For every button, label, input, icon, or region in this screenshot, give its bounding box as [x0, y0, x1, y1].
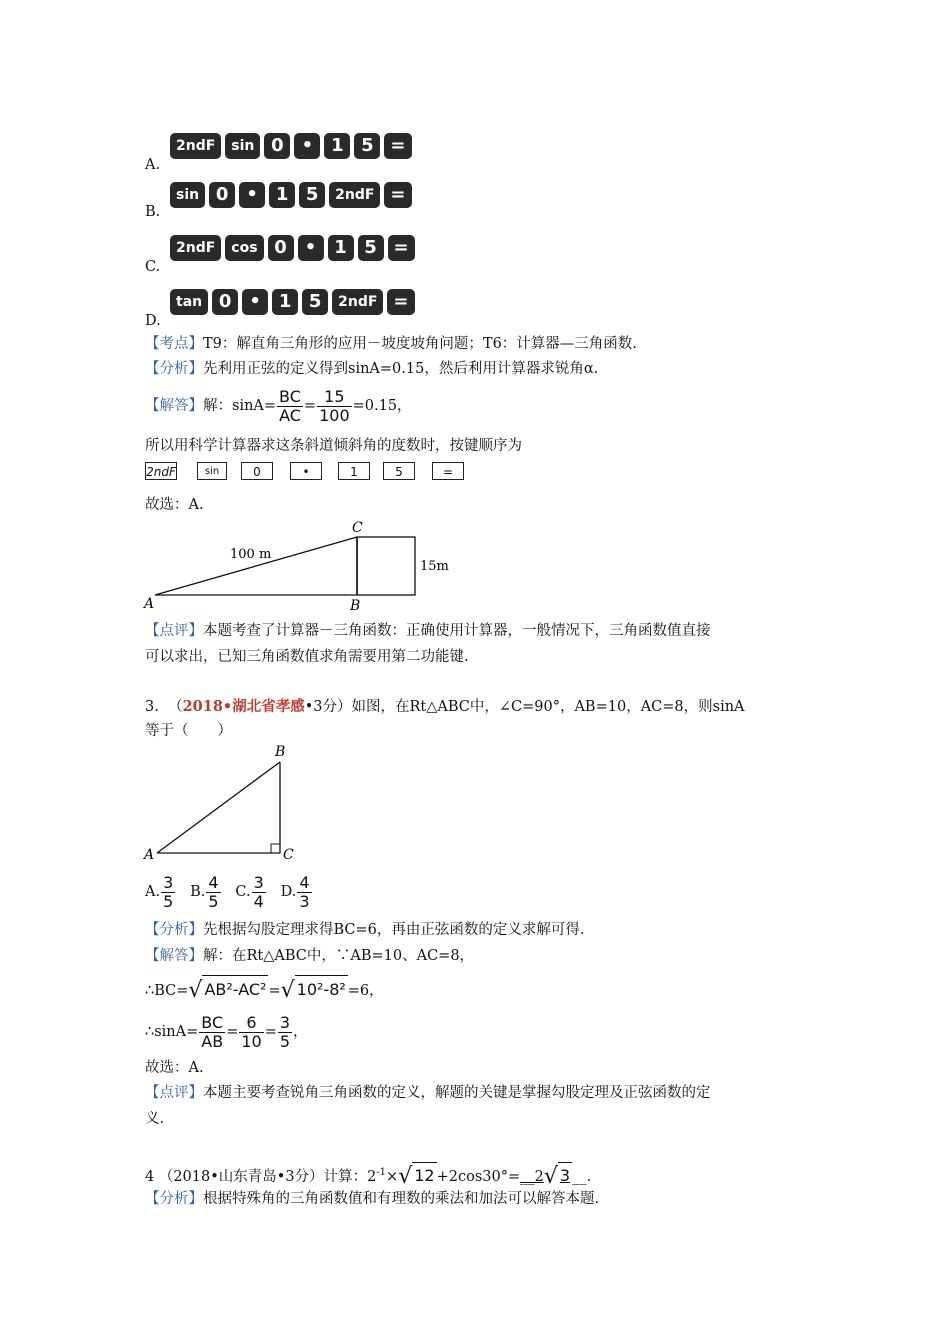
okey-sin: sin	[197, 462, 227, 480]
key-5: 5	[299, 182, 325, 208]
frac-num: BC	[279, 386, 301, 406]
label-a: A	[144, 847, 155, 863]
q3-options	[145, 870, 313, 914]
q3-answer: 故选：A.	[145, 1060, 204, 1076]
src-close: •3分）	[304, 699, 352, 715]
hypotenuse-line	[155, 537, 357, 595]
fenxi-text: 先根据勾股定理求得BC=6，再由正弦函数的定义求解可得.	[203, 922, 585, 938]
key-1: 1	[324, 133, 350, 159]
kaodian-tag: 【考点】	[145, 336, 203, 352]
q3-bc-line	[145, 975, 384, 1005]
jieda-tag: 【解答】	[145, 948, 203, 964]
frac-num: 6	[239, 1014, 263, 1033]
key-5: 5	[354, 133, 380, 159]
key-0: 0	[264, 133, 290, 159]
label-b: B	[275, 744, 286, 760]
key-equals: =	[387, 289, 414, 315]
okey-dot: •	[290, 462, 322, 480]
q4-stem	[145, 1160, 591, 1190]
dianping-text-1: 本题主要考查锐角三角函数的定义，解题的关键是掌握勾股定理及正弦函数的定	[203, 1085, 711, 1101]
key-0: 0	[212, 289, 238, 315]
fenxi-line	[145, 358, 598, 380]
key-2ndf: 2ndF	[170, 235, 221, 261]
slope-figure	[140, 515, 460, 615]
q4-blank-post: __.	[572, 1168, 592, 1185]
key-cos: cos	[225, 235, 263, 261]
q3-place: 湖北省孝感	[232, 698, 305, 715]
frac-den: 4	[253, 891, 264, 911]
q3-stem-line-2: 等于（ ）	[145, 723, 232, 739]
frac-den: 100	[319, 405, 350, 425]
opt-c-fraction	[252, 874, 266, 911]
key-dot: •	[242, 289, 268, 315]
okey-2ndf: 2ndF	[145, 462, 177, 480]
key-equals: =	[388, 235, 415, 261]
dianping-line-1	[145, 620, 711, 642]
key-2ndf: 2ndF	[170, 133, 221, 159]
q3-fenxi-line	[145, 919, 585, 941]
radicand-1: AB²-AC²	[202, 975, 268, 1004]
dianping-tag: 【点评】	[145, 623, 203, 639]
key-5: 5	[302, 289, 328, 315]
radical-icon: √	[188, 978, 203, 1003]
key-1: 1	[269, 182, 295, 208]
side-ab	[157, 762, 280, 853]
key-1: 1	[328, 235, 354, 261]
key-5: 5	[358, 235, 384, 261]
comma: ，	[293, 1024, 308, 1040]
key-sin: sin	[225, 133, 260, 159]
equals-sign: =	[303, 398, 317, 414]
q3-number: 3.	[145, 699, 159, 715]
radical-icon: √	[543, 1163, 558, 1189]
fraction-15-100	[317, 388, 352, 425]
label-c: C	[352, 520, 363, 536]
key-0: 0	[209, 182, 235, 208]
frac-num: BC	[199, 1014, 225, 1033]
dianping-tag: 【点评】	[145, 1085, 203, 1101]
jieda-line	[145, 384, 412, 428]
opt-c-label: C.	[235, 884, 251, 900]
key-1: 1	[272, 289, 298, 315]
option-b-keys	[170, 182, 412, 208]
frac-num: 3	[253, 872, 264, 892]
frac-den: 5	[163, 891, 174, 911]
key-tan: tan	[170, 289, 208, 315]
option-c-label: C.	[145, 259, 161, 275]
opt-d-label: D.	[280, 884, 297, 900]
jieda-text: 解：在Rt△ABC中，∵AB=10、AC=8，	[203, 948, 475, 964]
q3-stem-text: 如图，在Rt△ABC中，∠C=90°，AB=10，AC=8，则sinA	[351, 699, 745, 715]
okey-equals: =	[432, 462, 464, 480]
q4-blank-radicand: 3	[558, 1162, 572, 1189]
dianping-text-1: 本题考查了计算器－三角函数：正确使用计算器，一般情况下，三角函数值直接	[203, 623, 711, 639]
fraction-3-5	[278, 1014, 292, 1051]
jieda-tag: 【解答】	[145, 398, 203, 414]
frac-den: 5	[279, 1031, 291, 1051]
q4-radicand: 12	[412, 1162, 436, 1189]
q3-dot: •	[222, 698, 233, 715]
option-d-keys	[170, 289, 415, 315]
q2-answer: 故选：A.	[145, 497, 204, 513]
option-b-label: B.	[145, 204, 161, 220]
opt-d-fraction	[297, 874, 311, 911]
fraction-6-10	[239, 1014, 263, 1051]
frac-den: 3	[299, 891, 310, 911]
key-equals: =	[384, 182, 411, 208]
label-b: B	[350, 598, 361, 614]
right-triangle-figure	[140, 740, 310, 865]
key-2ndf: 2ndF	[332, 289, 383, 315]
label-hypotenuse: 100 m	[230, 547, 272, 562]
right-angle-mark	[271, 844, 280, 853]
label-a: A	[144, 596, 155, 612]
fraction-bc-ac	[277, 388, 303, 425]
square-shape	[357, 537, 415, 595]
q4-fenxi-line	[145, 1188, 599, 1210]
key-sin: sin	[170, 182, 205, 208]
q4-blank-pre: __2	[520, 1168, 544, 1185]
q4-exponent: -1	[376, 1167, 387, 1178]
option-d-label: D.	[145, 313, 161, 329]
keyorder-line: 所以用科学计算器求这条斜道倾斜角的度数时，按键顺序为	[145, 438, 522, 454]
key-dot: •	[298, 235, 324, 261]
radical-icon: √	[280, 978, 295, 1003]
opt-a-fraction	[161, 874, 175, 911]
key-0: 0	[268, 235, 294, 261]
q3-year: 2018	[182, 698, 223, 715]
frac-den: 10	[241, 1031, 262, 1051]
okey-5: 5	[383, 462, 415, 480]
radicand-2: 10²-8²	[295, 975, 348, 1004]
q4-prefix: 4 （2018•山东青岛•3分）计算：2	[145, 1168, 377, 1185]
frac-den: 5	[208, 891, 219, 911]
q4-mid: +2cos30°=	[436, 1168, 521, 1185]
fenxi-tag: 【分析】	[145, 922, 203, 938]
frac-den: AB	[201, 1031, 224, 1051]
okey-0: 0	[241, 462, 273, 480]
jieda-suffix: =0.15，	[352, 398, 412, 414]
sin-prefix: ∴sinA=	[145, 1024, 199, 1040]
option-a-label: A.	[145, 157, 161, 173]
q3-dianping-line-1	[145, 1082, 711, 1104]
opt-a-label: A.	[145, 884, 161, 900]
fenxi-tag: 【分析】	[145, 361, 203, 377]
dianping-line-2: 可以求出，已知三角函数值求角需要用第二功能键.	[145, 649, 469, 665]
frac-num: 15	[317, 388, 352, 407]
times-sign: ×	[386, 1168, 399, 1185]
opt-b-fraction	[206, 874, 220, 911]
key-equals: =	[384, 133, 411, 159]
label-c: C	[283, 847, 294, 863]
option-a-keys	[170, 133, 412, 159]
frac-num: 4	[299, 872, 310, 892]
opt-b-label: B.	[190, 884, 206, 900]
fraction-bc-ab	[199, 1014, 225, 1051]
frac-num: 3	[279, 1012, 291, 1032]
frac-den: AC	[279, 405, 301, 425]
key-2ndf: 2ndF	[329, 182, 380, 208]
option-c-keys	[170, 235, 415, 261]
radical-icon: √	[398, 1163, 413, 1189]
fenxi-text: 根据特殊角的三角函数值和有理数的乘法和加法可以解答本题.	[203, 1191, 600, 1207]
q3-stem-line-1	[145, 696, 745, 718]
fenxi-tag: 【分析】	[145, 1191, 203, 1207]
key-dot: •	[239, 182, 265, 208]
jieda-prefix: 解：sinA=	[203, 398, 277, 414]
q3-jieda-line	[145, 945, 474, 967]
bc-result: =6，	[347, 983, 384, 999]
q3-dianping-line-2: 义.	[145, 1111, 165, 1127]
kaodian-text: T9：解直角三角形的应用－坡度坡角问题；T6：计算器—三角函数.	[203, 336, 637, 352]
label-side: 15m	[420, 559, 449, 574]
frac-num: 4	[208, 872, 219, 892]
src-open: （	[168, 699, 183, 715]
fenxi-text: 先利用正弦的定义得到sinA=0.15，然后利用计算器求锐角α.	[203, 361, 599, 377]
q3-sin-line: ∴sinA= $\frac{BC}{AB}$ = $\frac{6}{10}$ = $\frac{3}{5}$ ，	[145, 1012, 308, 1051]
kaodian-line	[145, 333, 637, 355]
key-dot: •	[294, 133, 320, 159]
equals-sign: =	[268, 983, 281, 999]
okey-1: 1	[338, 462, 370, 480]
frac-num: 3	[163, 872, 174, 892]
bc-prefix: ∴BC=	[145, 983, 189, 999]
